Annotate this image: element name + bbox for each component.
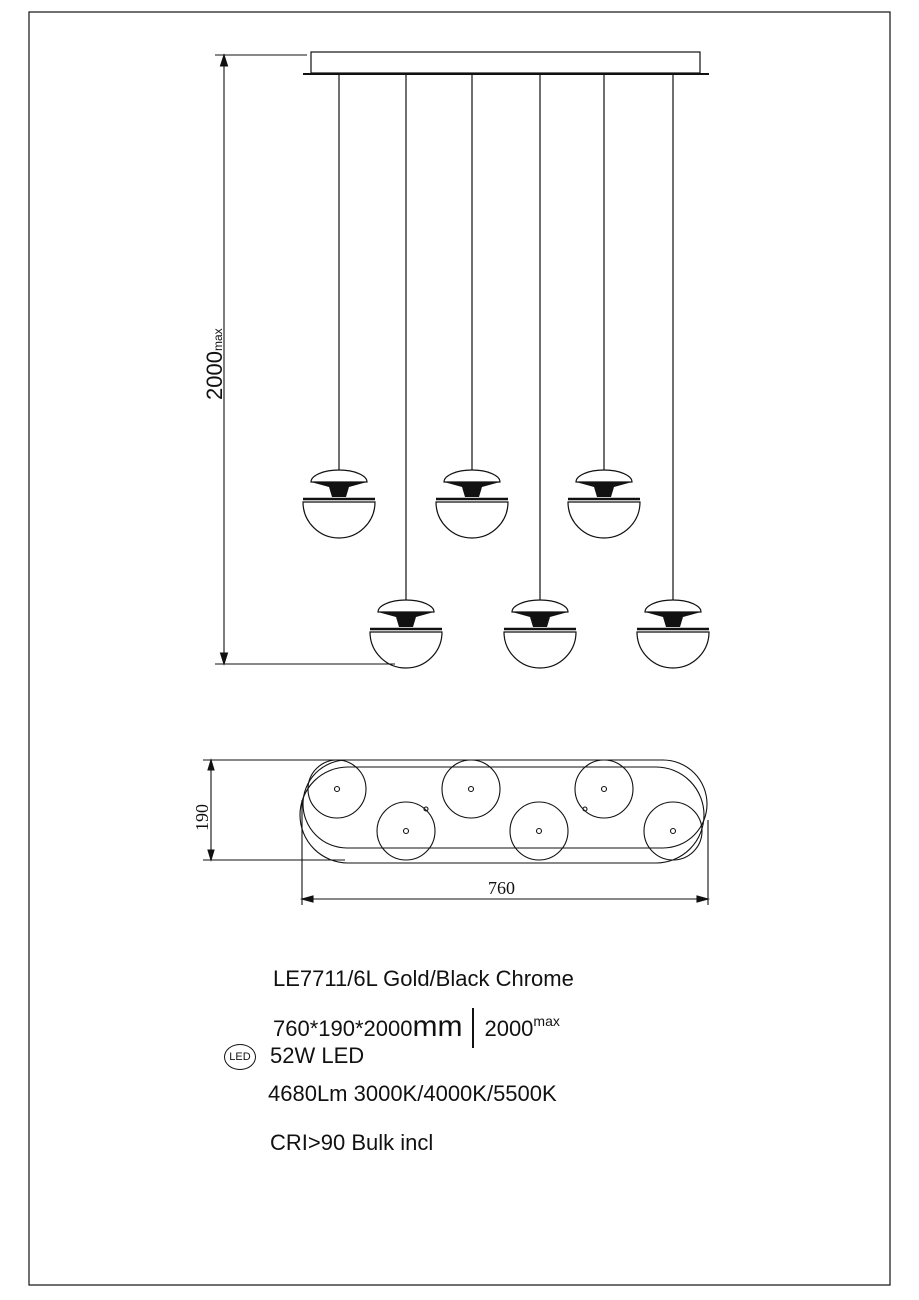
- height-dimension: [215, 55, 395, 664]
- pendant-shade: [370, 600, 442, 668]
- max-drop-value: 2000: [484, 1016, 534, 1041]
- depth-dimension-label: 190: [192, 804, 212, 831]
- dimensions-line: [273, 1008, 560, 1048]
- plan-pendant-circle: [575, 760, 633, 818]
- led-icon: LED: [224, 1044, 256, 1070]
- pendant-shade: [436, 470, 508, 538]
- cri-bulb-line: CRI>90 Bulk incl: [270, 1130, 434, 1155]
- plan-view-pendants: [308, 760, 702, 860]
- pendant-shade: [568, 470, 640, 538]
- lumens-cct-line: 4680Lm 3000K/4000K/5500K: [268, 1081, 557, 1106]
- dimensions-value: 760*190*2000: [273, 1016, 413, 1041]
- ceiling-canopy: [303, 52, 709, 74]
- power-line: 52W LED: [270, 1043, 365, 1068]
- max-drop-suffix: max: [533, 1013, 560, 1029]
- model-line: LE7711/6L Gold/Black Chrome: [273, 966, 574, 991]
- plan-pendant-circle: [510, 802, 568, 860]
- dimensions-unit: mm: [412, 1010, 463, 1043]
- plan-view-base: [300, 760, 707, 863]
- pendant-shade: [303, 470, 375, 538]
- divider-bar: [472, 1008, 474, 1048]
- depth-dimension: [203, 760, 470, 860]
- pendant-shade: [504, 600, 576, 668]
- plan-pendant-circle: [442, 760, 500, 818]
- width-dimension-label: 760: [488, 878, 515, 898]
- height-dimension-label: 2000max: [202, 328, 227, 400]
- pendant-shade: [637, 600, 709, 668]
- plan-pendant-circle: [644, 802, 702, 860]
